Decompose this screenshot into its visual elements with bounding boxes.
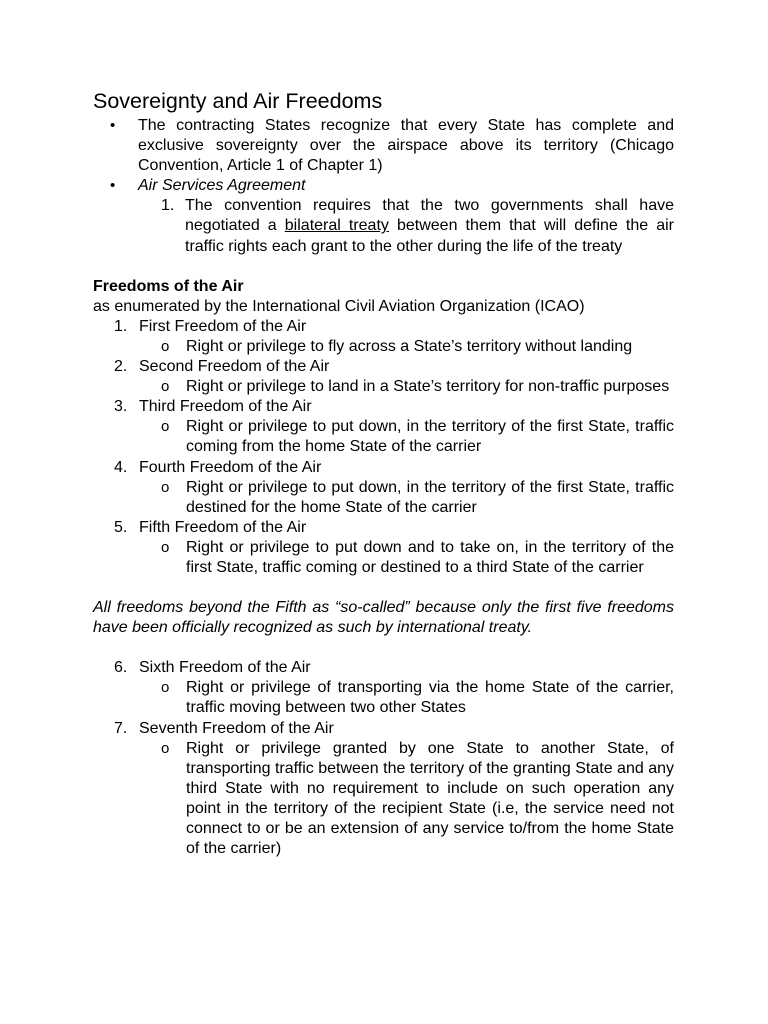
section-heading: Freedoms of the Air — [93, 277, 244, 295]
text-segment: between them that will define the air traffic rights each grant to the other during the life of the treaty — [185, 217, 674, 255]
list-item — [139, 678, 674, 718]
freedom-desc: Right or privilege to put down and to take on, in the territory of the first State, traffic coming or destined to a third State of the carrier — [186, 538, 674, 576]
bullet-text: Air Services Agreement — [138, 177, 306, 195]
list-item — [139, 417, 674, 457]
list-item — [93, 176, 674, 256]
circle-sublist — [139, 478, 674, 518]
freedom-desc: Right or privilege to land in a State’s territory for non-traffic purposes — [186, 378, 670, 396]
item-number: 4. — [114, 458, 128, 476]
numbered-sublist — [138, 196, 674, 256]
page-title: Sovereignty and Air Freedoms — [93, 89, 383, 113]
list-item — [93, 317, 674, 357]
circle-bullet-icon: o — [161, 739, 170, 757]
item-number: 7. — [114, 719, 128, 737]
bullet-text: The contracting States recognize that every State has complete and exclusive sovereignty over the airspace above its territory (Chicago Convention, Article 1 of Chapter 1) — [138, 117, 674, 175]
freedoms-list — [93, 317, 674, 578]
list-item — [139, 337, 674, 357]
circle-bullet-icon: o — [161, 538, 170, 556]
bullet-icon: • — [110, 117, 116, 134]
section-subheading: as enumerated by the International Civil Aviation Organization (ICAO) — [93, 297, 585, 315]
freedom-name: First Freedom of the Air — [139, 317, 307, 335]
circle-sublist — [139, 377, 674, 397]
item-number: 2. — [114, 358, 128, 376]
freedom-desc: Right or privilege to put down, in the territory of the first State, traffic destined for the home State of the carrier — [186, 478, 674, 516]
item-number: 3. — [114, 398, 128, 416]
text-segment: The convention requires that the two governments shall have negotiated a — [185, 197, 674, 235]
subitem-text — [185, 196, 674, 256]
freedom-name: Seventh Freedom of the Air — [139, 719, 334, 737]
list-item — [93, 116, 674, 176]
circle-sublist — [139, 739, 674, 860]
circle-bullet-icon: o — [161, 337, 170, 355]
list-item — [93, 357, 674, 397]
circle-sublist — [139, 538, 674, 578]
list-item — [139, 739, 674, 860]
list-item — [139, 377, 674, 397]
freedom-desc: Right or privilege of transporting via the home State of the carrier, traffic moving between two other States — [186, 679, 674, 717]
freedom-desc: Right or privilege to put down, in the territory of the first State, traffic coming from the home State of the carrier — [186, 418, 674, 456]
freedom-name: Fourth Freedom of the Air — [139, 458, 322, 476]
item-number: 6. — [114, 659, 128, 677]
list-item — [139, 538, 674, 578]
underlined-term: bilateral treaty — [284, 217, 389, 235]
list-item — [139, 478, 674, 518]
document-page — [93, 88, 674, 859]
list-item — [93, 458, 674, 518]
item-number: 1. — [161, 197, 175, 215]
circle-bullet-icon: o — [161, 478, 170, 496]
circle-bullet-icon: o — [161, 418, 170, 436]
bullet-icon: • — [110, 177, 116, 195]
freedom-desc: Right or privilege granted by one State to another State, of transporting traffic between the territory of the granting State and any third State with no requirement to include on such operation any point in the territory of the recipient State (i.e, the service need not connect to or be an extension of any service to/from the home State of the carrier) — [186, 739, 674, 858]
item-number: 1. — [114, 317, 128, 335]
list-item — [93, 658, 674, 718]
item-number: 5. — [114, 518, 128, 536]
freedom-name: Third Freedom of the Air — [139, 398, 312, 416]
circle-bullet-icon: o — [161, 378, 170, 396]
freedom-desc: Right or privilege to fly across a State’s territory without landing — [186, 337, 633, 355]
freedoms-list-continued — [93, 658, 674, 859]
freedom-name: Sixth Freedom of the Air — [139, 659, 311, 677]
circle-sublist — [139, 678, 674, 718]
list-item — [93, 518, 674, 578]
list-item — [93, 719, 674, 860]
note-paragraph: All freedoms beyond the Fifth as “so-called” because only the first five freedoms have been officially recognized as such by international treaty. — [93, 599, 674, 637]
circle-sublist — [139, 417, 674, 457]
circle-sublist — [139, 337, 674, 357]
freedom-name: Fifth Freedom of the Air — [139, 518, 307, 536]
list-item — [93, 397, 674, 457]
bullet-list — [93, 116, 674, 257]
freedom-name: Second Freedom of the Air — [139, 358, 330, 376]
list-item — [138, 196, 674, 256]
circle-bullet-icon: o — [161, 679, 170, 697]
